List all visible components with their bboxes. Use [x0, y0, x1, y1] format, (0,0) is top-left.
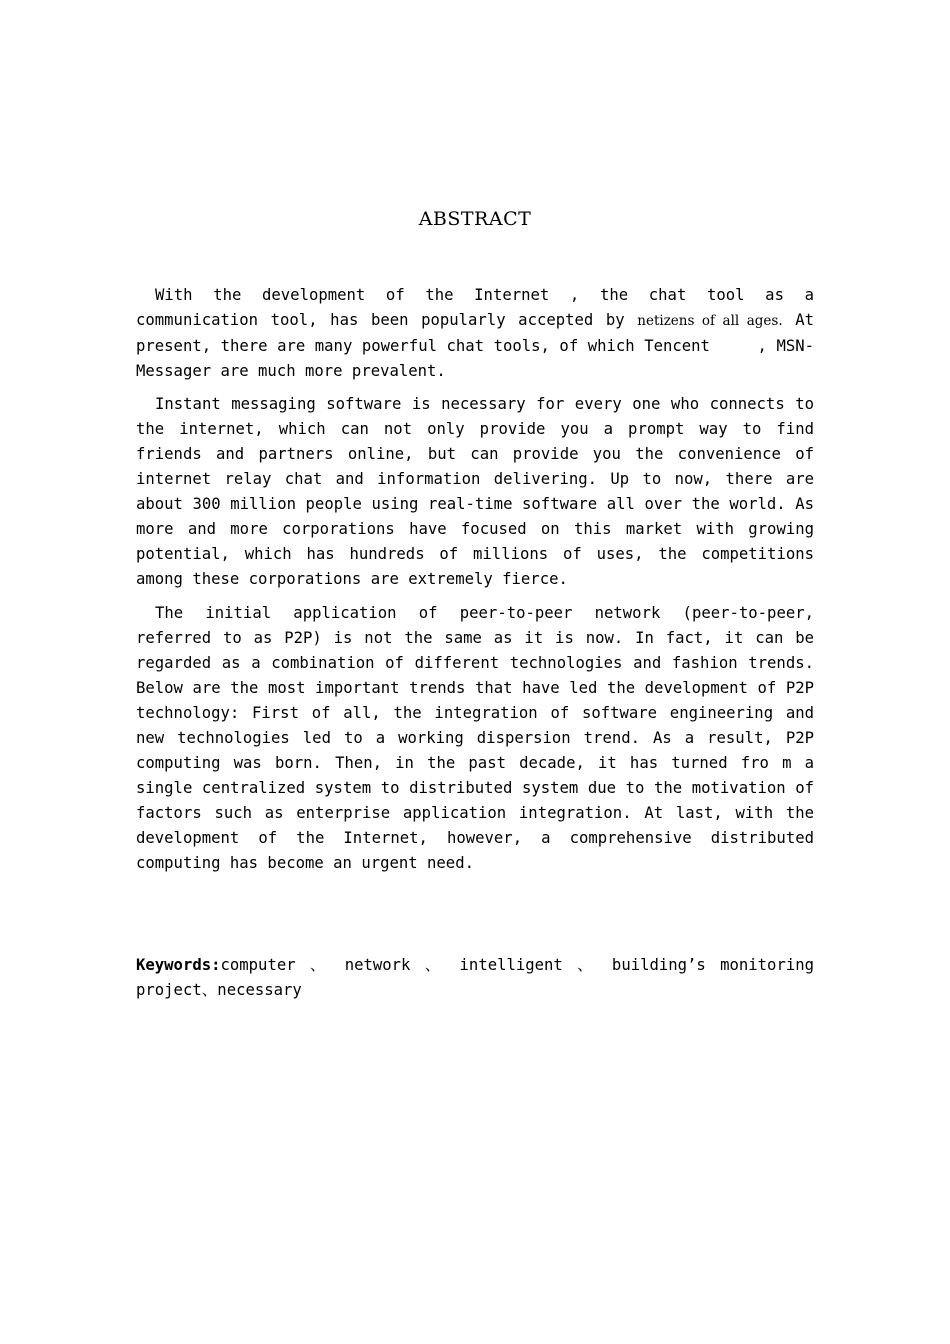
page-title: ABSTRACT — [418, 208, 532, 230]
paragraph-1-text-b: At present, there are many powerful chat tools, of which Tencent , MSN-Messager are much more prevalent. — [136, 311, 824, 380]
paragraph-1-text-small: netizens of all ages. — [637, 313, 783, 329]
abstract-paragraph-2: Instant messaging software is necessary for every one who connects to the internet, which can not only provide you a prompt way to find friends and partners online, but can provide you the convenience of internet relay chat and information delivering. Up to now, there are about 300 million people using real-time software all over the world. As more and more corporations have focused on this market with growing potential, which has hundreds of millions of uses, the competitions among these corporations are extremely fierce. — [136, 395, 814, 588]
keywords-value: computer 、 network 、 intelligent 、 building’s monitoring project、necessary — [136, 956, 814, 999]
keywords-line — [136, 953, 814, 1003]
abstract-paragraph-3: The initial application of peer-to-peer network (peer-to-peer, referred to as P2P) is not the same as it is now. In fact, it can be regarded as a combination of different technologies and fashion trends. Below are the most important trends that have led the development of P2P technology: First of all, the integration of software engineering and new technologies led to a working dispersion trend. As a result, P2P computing was born. Then, in the past decade, it has turned fro m a single centralized system to distributed system due to the motivation of factors such as enterprise application integration. At last, with the development of the Internet, however, a comprehensive distributed computing has become an urgent need. — [136, 604, 814, 872]
keywords-label: Keywords: — [136, 956, 221, 974]
abstract-paragraph-1 — [136, 283, 824, 384]
paragraph-1-text-a: With the development of the Internet , the chat tool as a communication tool, has been popularly accepted by — [136, 286, 814, 329]
